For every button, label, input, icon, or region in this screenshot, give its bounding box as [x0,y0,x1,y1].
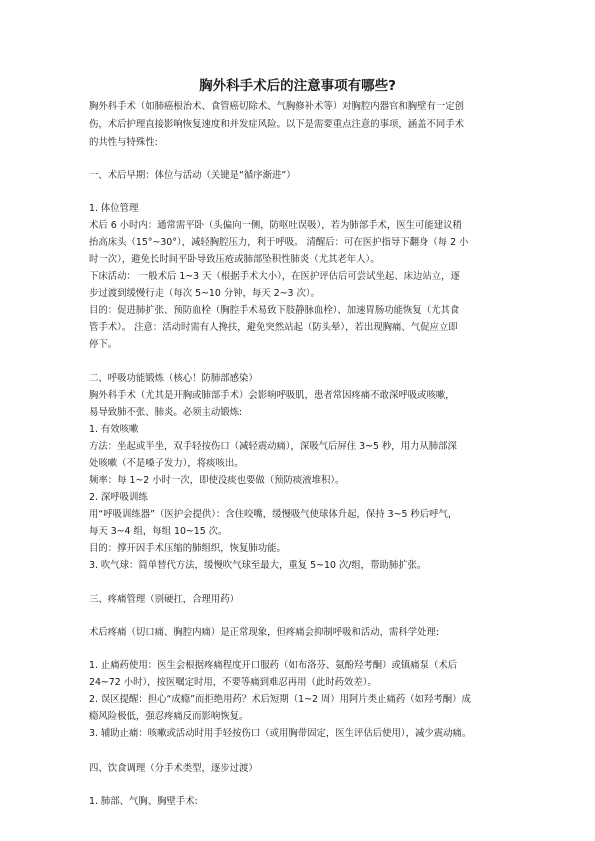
subheading: 1. 有效咳嗽 [89,424,139,435]
section-heading-2: 二、呼吸功能锻炼（核心！防肺部感染） [89,373,258,384]
section-heading-1: 一、术后早期：体位与活动（关键是“循序渐进”） [89,170,296,181]
body-line: 1. 止痛药使用：医生会根据疼痛程度开口服药（如布洛芬、氨酚羟考酮）或镇痛泵（术后 [89,660,458,671]
body-line: 3. 辅助止痛：咳嗽或活动时用手轻按伤口（或用胸带固定，医生评估后使用），减少震动痛。 [89,728,472,739]
body-line: 下床活动： 一般术后 1~3 天（根据手术大小），在医护评估后可尝试坐起、床边站立，逐 [89,271,460,282]
body-line: 每天 3~4 组，每组 10~15 次。 [89,526,228,537]
body-line: 步过渡到缓慢行走（每次 5~10 分钟，每天 2~3 次）。 [89,288,320,299]
section-heading-4: 四、饮食调理（分手术类型，逐步过渡） [89,763,258,774]
body-line: 胸外科手术（尤其是开胸或肺部手术）会影响呼吸肌，患者常因疼痛不敢深呼吸或咳嗽， [89,390,455,401]
subheading: 1. 肺部、气胸、胸壁手术: [89,796,198,807]
body-line: 3. 吹气球：简单替代方法，缓慢吹气球至最大，重复 5~10 次/组，帮助肺扩张。 [89,560,427,571]
section-heading-3: 三、疼痛管理（别硬扛，合理用药） [89,594,240,605]
body-line: 目的：撑开因手术压缩的肺组织，恢复肺功能。 [89,543,286,554]
body-line: 术后 6 小时内：通常需平卧（头偏向一侧，防呕吐误吸），若为肺部手术，医生可能建议稍 [89,220,462,231]
page-title: 胸外科手术后的注意事项有哪些? [199,78,396,94]
body-line: 用“呼吸训练器”（医护会提供）：含住咬嘴，缓慢吸气使球体升起，保持 3~5 秒后呼气， [89,509,458,520]
body-line: 易导致肺不张、肺炎。必须主动锻炼: [89,407,243,418]
subheading: 2. 深呼吸训练 [89,492,148,503]
body-line: 停下。 [89,339,118,350]
body-line: 抬高床头（15°~30°），减轻胸腔压力，利于呼吸。 清醒后：可在医护指导下翻身（每 2 小 [89,237,469,248]
body-line: 2. 误区提醒：担心“成瘾”而拒绝用药？术后短期（1~2 周）用阿片类止痛药（如羟考酮）成 [89,694,471,705]
body-line: 处咳嗽（不是嗓子发力），将痰咳出。 [89,458,244,469]
body-line: 频率：每 1~2 小时一次，即使没痰也要做（预防痰液堆积）。 [89,475,345,486]
body-line: 目的：促进肺扩张、预防血栓（胸腔手术易致下肢静脉血栓）、加速胃肠功能恢复（尤其食 [89,305,460,316]
intro-line: 伤，术后护理直接影响恢复速度和并发症风险。以下是需要重点注意的事项，涵盖不同手术 [89,119,465,130]
body-line: 时一次），避免长时间平卧导致压疮或肺部坠积性肺炎（尤其老年人）。 [89,254,380,265]
body-line: 方法：坐起或半坐，双手轻按伤口（减轻震动痛），深吸气后屏住 3~5 秒，用力从肺部深 [89,441,457,452]
body-line: 管手术）。 注意：活动时需有人搀扶，避免突然站起（防头晕），若出现胸痛、气促应立即 [89,322,458,333]
subheading: 1. 体位管理 [89,203,139,214]
body-line: 术后疼痛（切口痛、胸腔内痛）是正常现象，但疼痛会抑制呼吸和活动，需科学处理: [89,627,440,638]
body-line: 24~72 小时），按医嘱定时用，不要等痛到难忍再用（此时药效差）。 [89,677,377,688]
intro-line: 胸外科手术（如肺癌根治术、食管癌切除术、气胸修补术等）对胸腔内器官和胸壁有一定创 [89,101,465,112]
body-line: 瘾风险极低，强忍疼痛反而影响恢复。 [89,711,249,722]
intro-line: 的共性与特殊性: [89,137,158,148]
